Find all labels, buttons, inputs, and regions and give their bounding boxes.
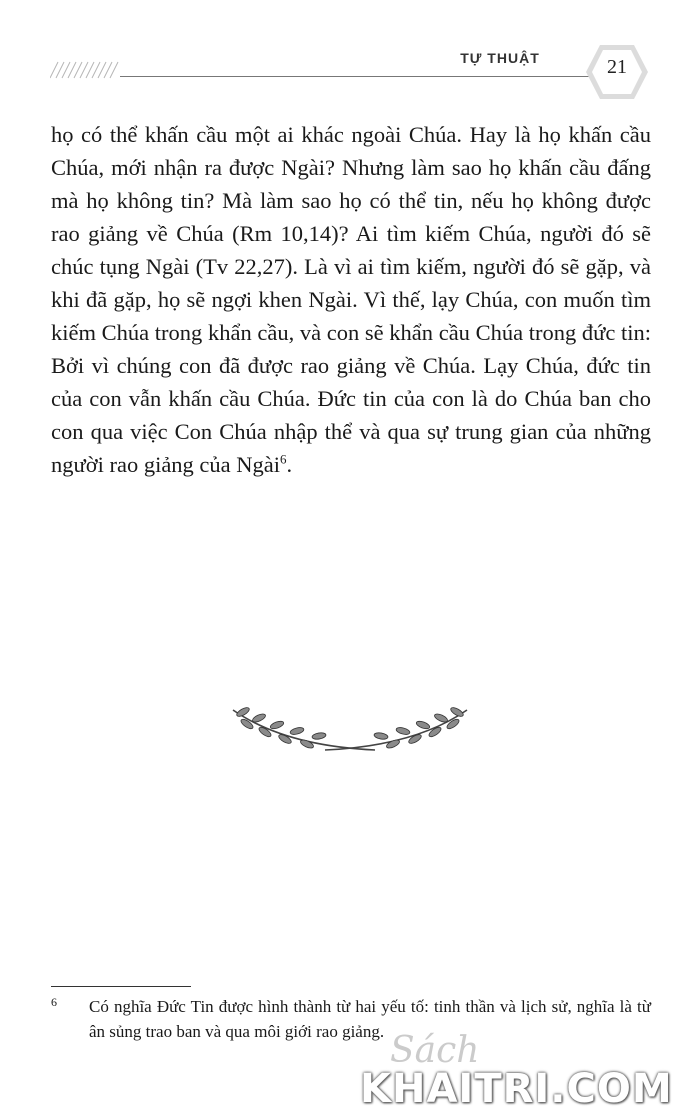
footnote-rule <box>51 986 191 987</box>
watermark-brand: KHAITRI.COM <box>360 1066 673 1112</box>
laurel-branches-icon <box>225 698 475 758</box>
running-title: TỰ THUẬT <box>460 50 540 66</box>
footnote-text: Có nghĩa Đức Tin được hình thành từ hai yếu tố: tinh thần và lịch sử, nghĩa là từ ân sủng trao ban và qua môi giới rao giảng. <box>89 997 651 1041</box>
page-number: 21 <box>607 56 627 78</box>
paragraph-text: họ có thể khấn cầu một ai khác ngoài Chúa. Hay là họ khấn cầu Chúa, mới nhận ra được Ngài? Nhưng làm sao họ khấn cầu đấng mà họ không tin? Mà làm sao họ có thể tin, nếu họ không được rao giảng về Chúa (Rm 10,14)? Ai tìm kiếm Chúa, người đó sẽ chúc tụng Ngài (Tv 22,27). Là vì ai tìm kiếm, người đó sẽ gặp, và khi đã gặp, họ sẽ ngợi khen Ngài. Vì thế, lạy Chúa, con muốn tìm kiếm Chúa trong khẩn cầu, và con sẽ khẩn cầu Chúa trong đức tin: Bởi vì chúng con đã được rao giảng về Chúa. Lạy Chúa, đức tin của con vẫn khấn cầu Chúa. Đức tin của con là do Chúa ban cho con qua việc Con Chúa nhập thể và qua sự trung gian của những người rao giảng của Ngài <box>51 122 651 477</box>
watermark <box>360 1030 673 1120</box>
watermark-script: Sách <box>390 1030 480 1071</box>
header-rule <box>120 76 595 77</box>
footnote-reference: 6 <box>280 451 287 467</box>
page-header <box>0 0 700 110</box>
body-paragraph: họ có thể khấn cầu một ai khác ngoài Chúa. Hay là họ khấn cầu Chúa, mới nhận ra được Ngài? Nhưng làm sao họ khấn cầu đấng mà họ không tin? Mà làm sao họ có thể tin, nếu họ không được rao giảng về Chúa (Rm 10,14)? Ai tìm kiếm Chúa, người đó sẽ chúc tụng Ngài (Tv 22,27). Là vì ai tìm kiếm, người đó sẽ gặp, và khi đã gặp, họ sẽ ngợi khen Ngài. Vì thế, lạy Chúa, con muốn tìm kiếm Chúa trong khẩn cầu, và con sẽ khẩn cầu Chúa trong đức tin: Bởi vì chúng con đã được rao giảng về Chúa. Lạy Chúa, đức tin của con vẫn khấn cầu Chúa. Đức tin của con là do Chúa ban cho con qua việc Con Chúa nhập thể và qua sự trung gian của những người rao giảng của Ngài$^6$. <box>51 122 651 477</box>
hatch-decoration-icon <box>50 60 125 80</box>
footnote-mark: 6 <box>51 995 57 1009</box>
